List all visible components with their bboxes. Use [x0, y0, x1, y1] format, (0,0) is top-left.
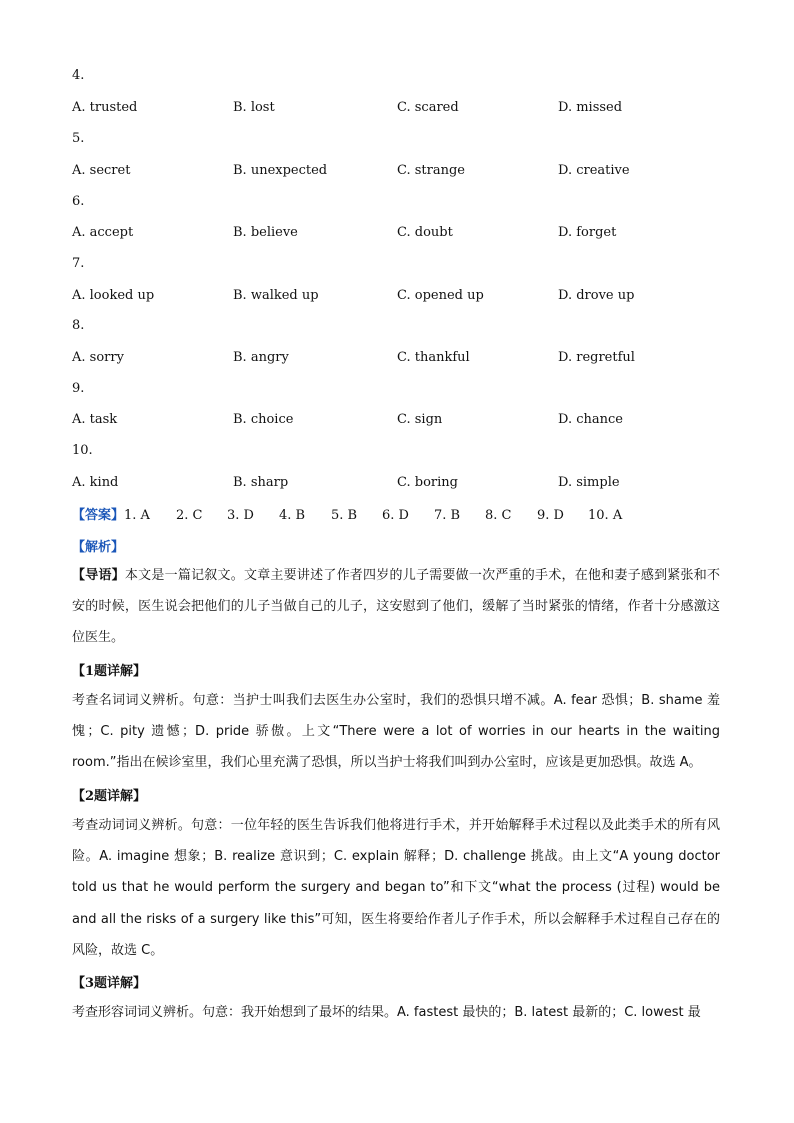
analysis-label: 【解析】 [72, 540, 125, 555]
question-number: 6. [72, 194, 85, 209]
option-c: C. opened up [397, 288, 484, 303]
option-c: C. boring [397, 475, 458, 490]
option-a: A. sorry [72, 350, 124, 365]
option-a: A. task [72, 412, 118, 427]
option-b: B. lost [233, 100, 275, 115]
option-d: D. drove up [558, 288, 635, 303]
option-b: B. choice [233, 412, 294, 427]
intro-paragraph [72, 560, 720, 654]
answer-item: 2. C [176, 508, 203, 523]
option-b: B. unexpected [233, 163, 328, 178]
detail-heading: 【3题详解】 [72, 976, 147, 991]
intro-text: 本文是一篇记叙文。文章主要讲述了作者四岁的儿子需要做一次严重的手术，在他和妻子感到紧张和不安的时候，医生说会把他们的儿子当做自己的儿子，这安慰到了他们，缓解了当时紧张的情绪，作者十分感激这位医生。 [72, 568, 720, 646]
answer-label: 【答案】 [72, 508, 125, 523]
option-c: C. sign [397, 412, 443, 427]
question-number: 5. [72, 131, 85, 146]
option-c: C. scared [397, 100, 459, 115]
detail-heading: 【1题详解】 [72, 664, 147, 679]
option-a: A. trusted [72, 100, 138, 115]
answer-key [72, 504, 622, 523]
option-d: D. regretful [558, 350, 635, 365]
detail-paragraph: 考查动词词义辨析。句意：一位年轻的医生告诉我们他将进行手术，并开始解释手术过程以及此类手术的所有风险。A. imagine 想象；B. realize 意识到；C. explain 解释；D. challenge 挑战。由上文“A young doctor told us that he would perform the surgery and began to”和下文“what the process (过程) would be and all the risks of a surgery like this”可知，医生将要给作者儿子作手术，所以会解释手术过程自己存在的风险，故选 C。 [72, 818, 720, 958]
option-c: C. thankful [397, 350, 470, 365]
question-number: 8. [72, 318, 85, 333]
intro-lead: 【导语】 [72, 568, 125, 583]
option-a: A. secret [72, 163, 131, 178]
option-a: A. looked up [72, 288, 155, 303]
detail-paragraph: 考查名词词义辨析。句意：当护士叫我们去医生办公室时，我们的恐惧只增不减。A. fear 恐惧；B. shame 羞愧；C. pity 遗憾；D. pride 骄傲。上文“There were a lot of worries in our hearts in the waiting room.”指出在候诊室里，我们心里充满了恐惧，所以当护士将我们叫到办公室时，应该是更加恐惧。故选 A。 [72, 693, 720, 771]
option-b: B. walked up [233, 288, 319, 303]
answer-item: 9. D [537, 508, 564, 523]
question-number: 9. [72, 381, 85, 396]
option-d: D. missed [558, 100, 623, 115]
answer-item: 4. B [279, 508, 306, 523]
option-a: A. kind [72, 475, 119, 490]
option-b: B. sharp [233, 475, 289, 490]
detail-paragraph: 考查形容词词义辨析。句意：我开始想到了最坏的结果。A. fastest 最快的；B. latest 最新的；C. lowest 最 [72, 1005, 701, 1020]
option-d: D. chance [558, 412, 623, 427]
question-number: 7. [72, 256, 85, 271]
option-c: C. doubt [397, 225, 453, 240]
answer-item: 6. D [382, 508, 409, 523]
answer-item: 3. D [227, 508, 254, 523]
answer-item: 8. C [485, 508, 512, 523]
detail-heading: 【2题详解】 [72, 789, 147, 804]
option-d: D. forget [558, 225, 617, 240]
question-number: 10. [72, 443, 93, 458]
option-c: C. strange [397, 163, 465, 178]
option-a: A. accept [72, 225, 134, 240]
option-b: B. believe [233, 225, 298, 240]
option-d: D. creative [558, 163, 630, 178]
answer-item: 5. B [331, 508, 358, 523]
option-d: D. simple [558, 475, 620, 490]
option-b: B. angry [233, 350, 289, 365]
answer-item: 1. A [124, 508, 150, 523]
answer-item: 7. B [434, 508, 461, 523]
question-number: 4. [72, 68, 85, 83]
answer-item: 10. A [588, 508, 623, 523]
